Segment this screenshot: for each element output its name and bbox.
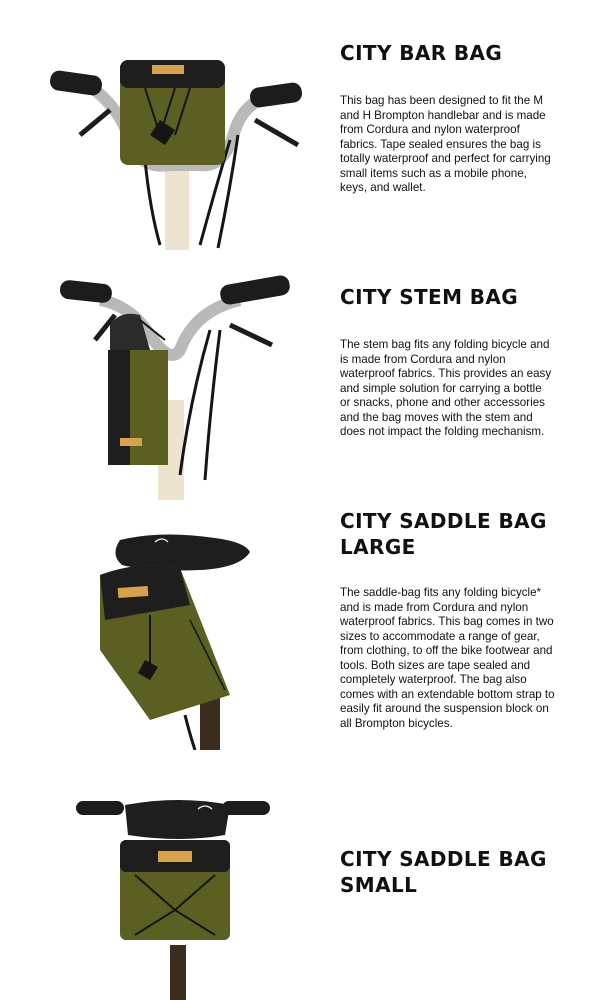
product-title: CITY STEM BAG bbox=[340, 285, 519, 309]
product-city-bar-bag bbox=[0, 0, 600, 250]
product-title: CITY SADDLE BAG LARGE bbox=[340, 509, 547, 559]
product-description: The stem bag fits any folding bicycle and is made from Cordura and nylon waterproof fabrics. This provides an easy and simple solution for carrying a bottle or snacks, phone and other accessories and the bag moves with the stem and does not impact the folding mechanism. bbox=[340, 338, 552, 438]
product-title: CITY SADDLE BAG SMALL bbox=[340, 847, 547, 897]
product-description: The saddle-bag fits any folding bicycle* and is made from Cordura and nylon waterproof fabrics. This bag comes in two sizes to accommodate a range of gear, from clothing, to off the bike footwear and tools. Both sizes are tape sealed and completely waterproof. The bag also comes with an extendable bottom strap to easily fit around the suspension block on all Brompton bicycles. bbox=[340, 586, 555, 730]
saddle-bag-small-text bbox=[340, 846, 555, 898]
product-city-saddle-bag-small bbox=[0, 780, 600, 1000]
saddle-bag-small-image bbox=[40, 795, 320, 1000]
saddle-bag-large-image bbox=[40, 530, 320, 750]
bar-bag-text bbox=[340, 40, 555, 196]
bar-bag-image bbox=[40, 40, 320, 250]
saddle-bag-large-photo bbox=[40, 530, 320, 750]
saddle-bag-small-photo bbox=[40, 795, 320, 1000]
product-city-stem-bag bbox=[0, 260, 600, 500]
product-title: CITY BAR BAG bbox=[340, 41, 503, 65]
saddle-bag-large-text bbox=[340, 508, 555, 731]
bar-bag-photo bbox=[40, 40, 320, 250]
product-description: This bag has been designed to fit the M and H Brompton handlebar and is made from Cordura and nylon waterproof fabrics. Tape sealed ensures the bag is totally waterproof and perfect for carrying small items such as a mobile phone, keys, and wallet. bbox=[340, 94, 551, 194]
stem-bag-image bbox=[40, 270, 320, 500]
stem-bag-text bbox=[340, 284, 555, 440]
stem-bag-photo bbox=[40, 270, 320, 500]
product-city-saddle-bag-large bbox=[0, 500, 600, 760]
